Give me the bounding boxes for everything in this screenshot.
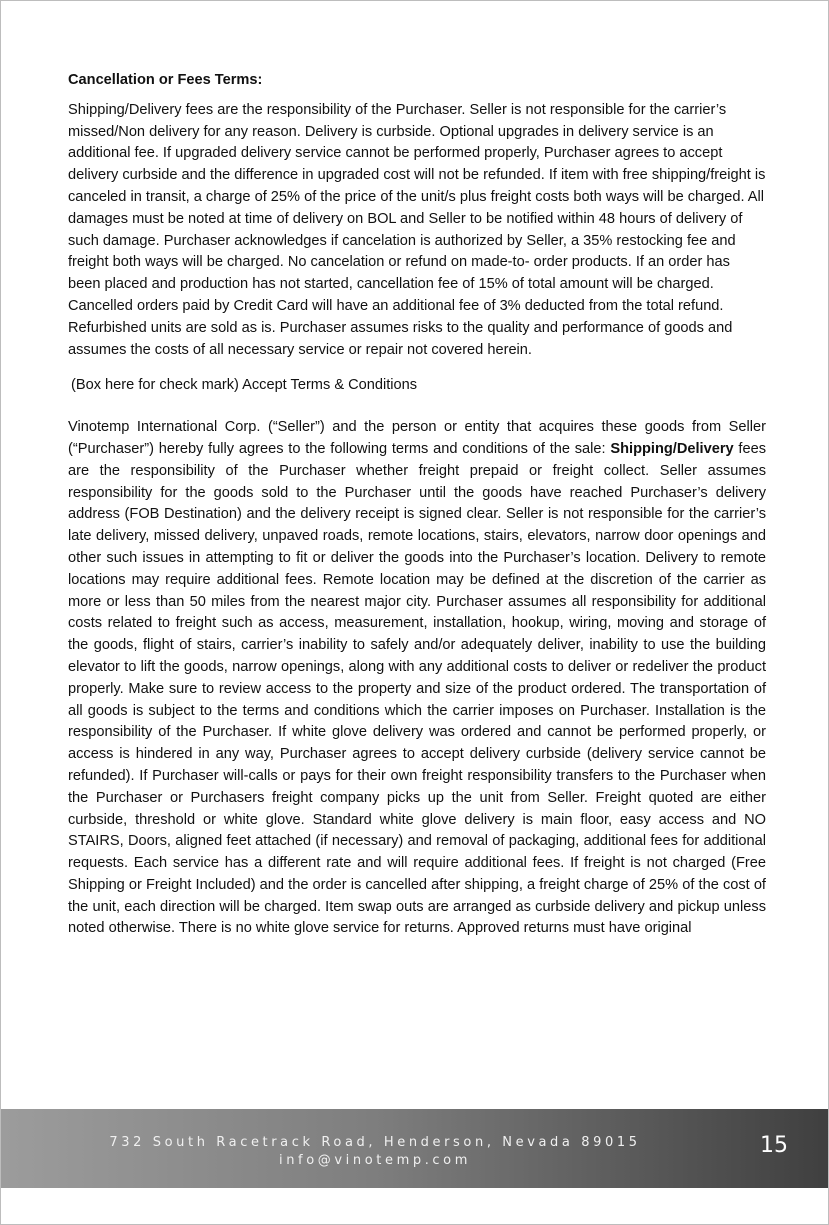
terms-body: fees are the responsibility of the Purchaser whether freight prepaid or freight collect. Seller assumes responsibility for the goods sold to the Purchaser until the goods have reached Purchaser’s delivery address (FOB Destination) and the delivery receipt is signed clear. Seller is not responsible for the carrier’s late delivery, missed delivery, unpaved roads, remote locations, stairs, elevators, narrow door openings and other such issues in attempting to fit or deliver the goods into the Purchaser’s location. Delivery to remote locations may require additional fees. Remote location may be defined at the discretion of the carrier as more or less than 50 miles from the nearest major city. Purchaser assumes all responsibility for additional costs related to freight such as access, measurement, installation, hookup, wiring, moving and storage of the goods, flight of stairs, carrier’s inability to safely and/or adequately deliver, inability to use the building elevator to lift the goods, narrow openings, along with any additional costs to deliver or redeliver the product properly. Make sure to review access to the property and size of the product ordered. The transportation of all goods is subject to the terms and conditions which the carrier imposes on Purchaser. Installation is the responsibility of the Purchaser. If white glove delivery was ordered and cannot be performed properly, or access is hindered in any way, Purchaser agrees to accept delivery curbside (delivery service cannot be refunded). If Purchaser will-calls or pays for their own freight responsibility transfers to the Purchaser when the Purchaser or Purchasers freight company picks up the unit from Seller. Freight quoted are either curbside, threshold or white glove. Standard white glove delivery is main floor, easy access and NO STAIRS, Doors, aligned feet attached (if necessary) and removal of packaging, additional fees for additional requests. Each service has a different rate and will require additional fees. If freight is not charged (Free Shipping or Freight Included) and the order is cancelled after shipping, a freight charge of 25% of the cost of the unit, each direction will be charged. Item swap outs are arranged as curbside delivery and pickup unless noted otherwise. There is no white glove service for returns. Approved returns must have original (68, 440, 767, 937)
accept-terms-line: (Box here for check mark) Accept Terms & Conditions (71, 377, 418, 394)
section-title: Cancellation or Fees Terms: (68, 72, 263, 88)
page-number: 15 (760, 1133, 788, 1158)
cancellation-paragraph: Shipping/Delivery fees are the responsibility of the Purchaser. Seller is not responsible for the carrier’s missed/Non delivery for any reason. Delivery is curbside. Optional upgrades in delivery service is an additional fee. If upgraded delivery service cannot be performed properly, Purchaser agrees to accept delivery curbside and the difference in upgraded cost will not be refunded. If item with free shipping/freight is canceled in transit, a charge of 25% of the price of the unit/s plus freight costs both ways will be charged. All damages must be noted at time of delivery on BOL and Seller to be notified within 48 hours of delivery of such damage. Purchaser acknowledges if cancelation is authorized by Seller, a 35% restocking fee and freight both ways will be charged. No cancelation or refund on made-to- order products. If an order has been placed and production has not started, cancellation fee of 15% of total amount will be charged. Cancelled orders paid by Credit Card will have an additional fee of 3% deducted from the total refund. Refurbished units are sold as is. Purchaser assumes risks to the quality and performance of goods and assumes the costs of all necessary service or repair not covered herein. (68, 101, 766, 358)
footer-address: 732 South Racetrack Road, Henderson, Nevada 89015 (109, 1135, 641, 1150)
page-footer (1, 1109, 829, 1188)
page-content (68, 70, 766, 940)
shipping-delivery-label: Shipping/Delivery (610, 440, 734, 457)
terms-paragraph (68, 417, 766, 940)
terms-intro: Vinotemp International Corp. (“Seller”) and the person or entity that acquires these goods from Seller (“Purchaser”) hereby fully agrees to the following terms and conditions of the sale: (68, 419, 766, 457)
footer-email: info@vinotemp.com (279, 1153, 471, 1168)
